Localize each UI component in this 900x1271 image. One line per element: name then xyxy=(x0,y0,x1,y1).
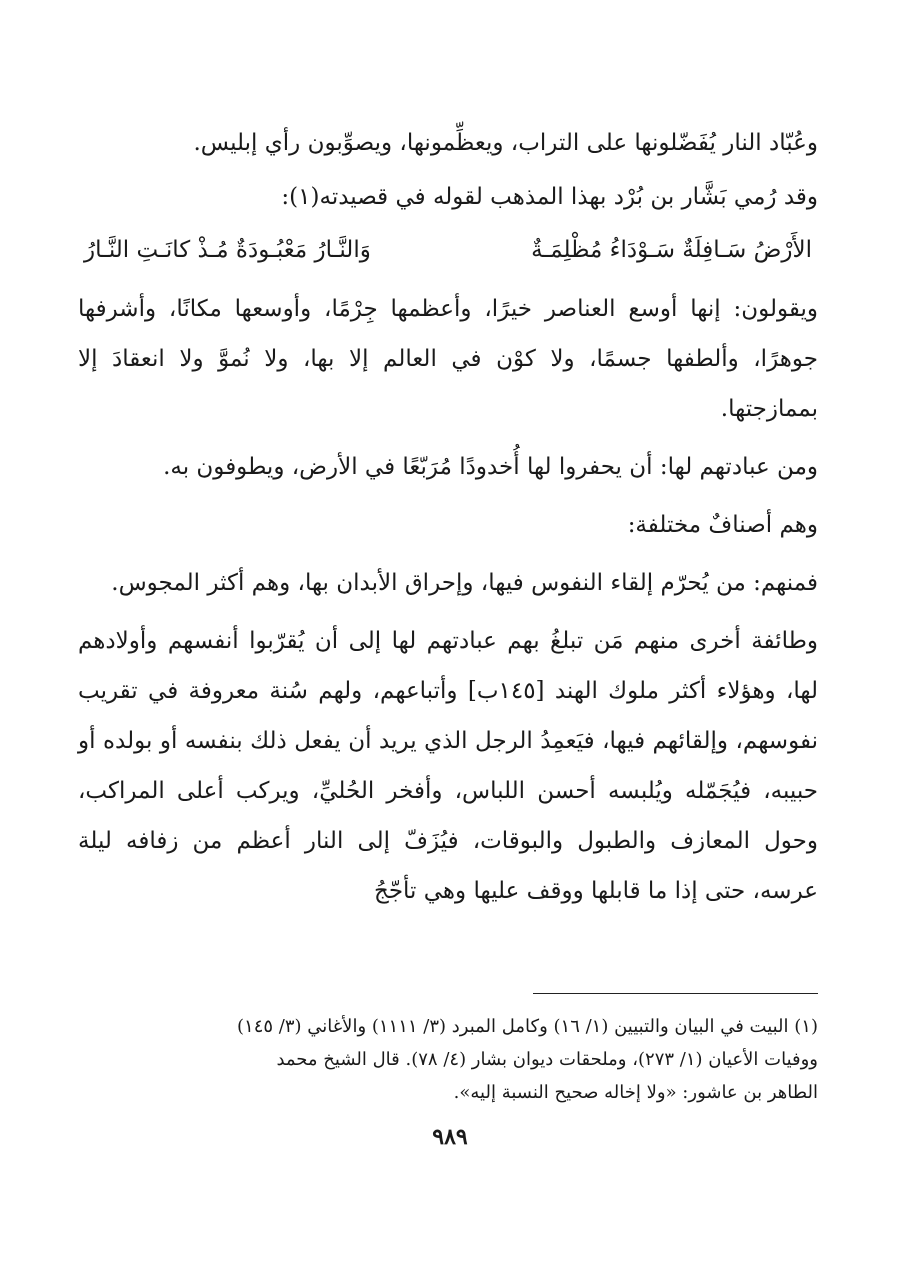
paragraph-fire-worshippers: وعُبّاد النار يُفَضّلونها على التراب، ويعظِّمونها، ويصوِّبون رأي إبليس. xyxy=(193,130,818,156)
paragraph-types: وهم أصنافٌ مختلفة: xyxy=(627,512,818,538)
paragraph-they-say: ويقولون: إنها أوسع العناصر خيرًا، وأعظمها جِرْمًا، وأوسعها مكانًا، وأشرفها جوهرًا، وألطفها جسمًا، ولا كوْن في العالم إلا بها، ولا نُموَّ ولا انعقادَ إلا بممازجتها. xyxy=(78,296,818,422)
footnotes xyxy=(78,1010,818,1109)
footnote-line: ووفيات الأعيان (١/ ٢٧٣)، وملحقات ديوان بشار (٤/ ٧٨). قال الشيخ محمد xyxy=(276,1049,818,1070)
footnote-divider xyxy=(533,993,818,994)
paragraph-their-worship: ومن عبادتهم لها: أن يحفروا لها أُخدودًا مُرَبّعًا في الأرض، ويطوفون به. xyxy=(163,454,818,480)
paragraph-bashshar: وقد رُمي بَشَّار بن بُرْد بهذا المذهب لقوله في قصيدته(١): xyxy=(281,184,818,210)
footnote-line: الطاهر بن عاشور: «ولا إخاله صحيح النسبة إليه». xyxy=(453,1082,818,1103)
paragraph-second-group: وطائفة أخرى منهم مَن تبلغُ بهم عبادتهم لها إلى أن يُقرّبوا أنفسهم وأولادهم لها، وهؤلاء أكثر ملوك الهند [١٤٥ب] وأتباعهم، ولهم سُنة معروفة في تقريب نفوسهم، وإلقائهم فيها، فيَعمِدُ الرجل الذي يريد أن يفعل ذلك بنفسه أو بولده أو حبيبه، فيُجَمّله ويُلبسه أحسن اللباس، وأفخر الحُليِّ، ويركب أعلى المراكب، وحول المعازف والطبول والبوقات، فيُزَفّ إلى النار أعظم من زفافه ليلة عرسه، حتى إذا ما قابلها ووقف عليها وهي تأجّجُ xyxy=(78,628,818,904)
poetry-verse xyxy=(78,226,818,274)
verse-second-hemistich: وَالنَّـارُ مَعْبُـودَةٌ مُـذْ كانَـتِ النَّـارُ xyxy=(84,237,371,263)
paragraph-first-group: فمنهم: من يُحرّم إلقاء النفوس فيها، وإحراق الأبدان بها، وهم أكثر المجوس. xyxy=(111,570,818,596)
verse-first-hemistich: الأَرْضُ سَـافِلَةٌ سَـوْدَاءُ مُظْلِمَـةٌ xyxy=(531,237,812,263)
footnote-line: (١) البيت في البيان والتبيين (١/ ١٦) وكامل المبرد (٣/ ١١١١) والأغاني (٣/ ١٤٥) xyxy=(237,1016,818,1037)
page-number: ٩٨٩ xyxy=(432,1124,468,1150)
main-text xyxy=(78,118,818,924)
